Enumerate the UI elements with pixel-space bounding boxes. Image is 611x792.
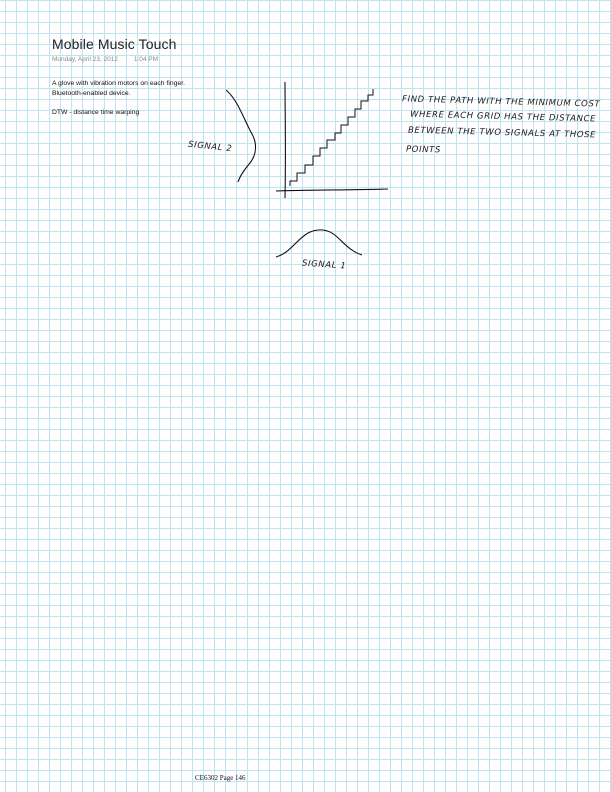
note-line-glove: A glove with vibration motors on each finger. xyxy=(52,80,185,87)
handwritten-note-line-1: FIND THE PATH WITH THE MINIMUM COST xyxy=(401,94,601,110)
page-footer: CE6302 Page 146 xyxy=(195,774,246,782)
handwritten-note-line-2: WHERE EACH GRID HAS THE DISTANCE xyxy=(409,109,597,125)
warping-path-staircase xyxy=(290,89,373,186)
signal-2-label: SIGNAL 2 xyxy=(187,139,233,155)
page-title: Mobile Music Touch xyxy=(52,36,177,52)
sketch-horizontal-axis xyxy=(276,189,388,191)
note-line-bluetooth: Bluetooth-enabled device. xyxy=(52,90,131,97)
signal-2-curve xyxy=(226,90,256,182)
page-date: Monday, April 23, 2012 xyxy=(52,56,119,63)
note-line-dtw: DTW - distance time warping xyxy=(52,109,140,116)
signal-1-label: SIGNAL 1 xyxy=(301,258,347,272)
signal-1-curve xyxy=(276,230,362,257)
handwritten-note-line-3: BETWEEN THE TWO SIGNALS AT THOSE xyxy=(407,125,597,141)
page-time: 1:04 PM xyxy=(133,56,159,63)
handwritten-note-line-4: POINTS xyxy=(405,144,441,156)
